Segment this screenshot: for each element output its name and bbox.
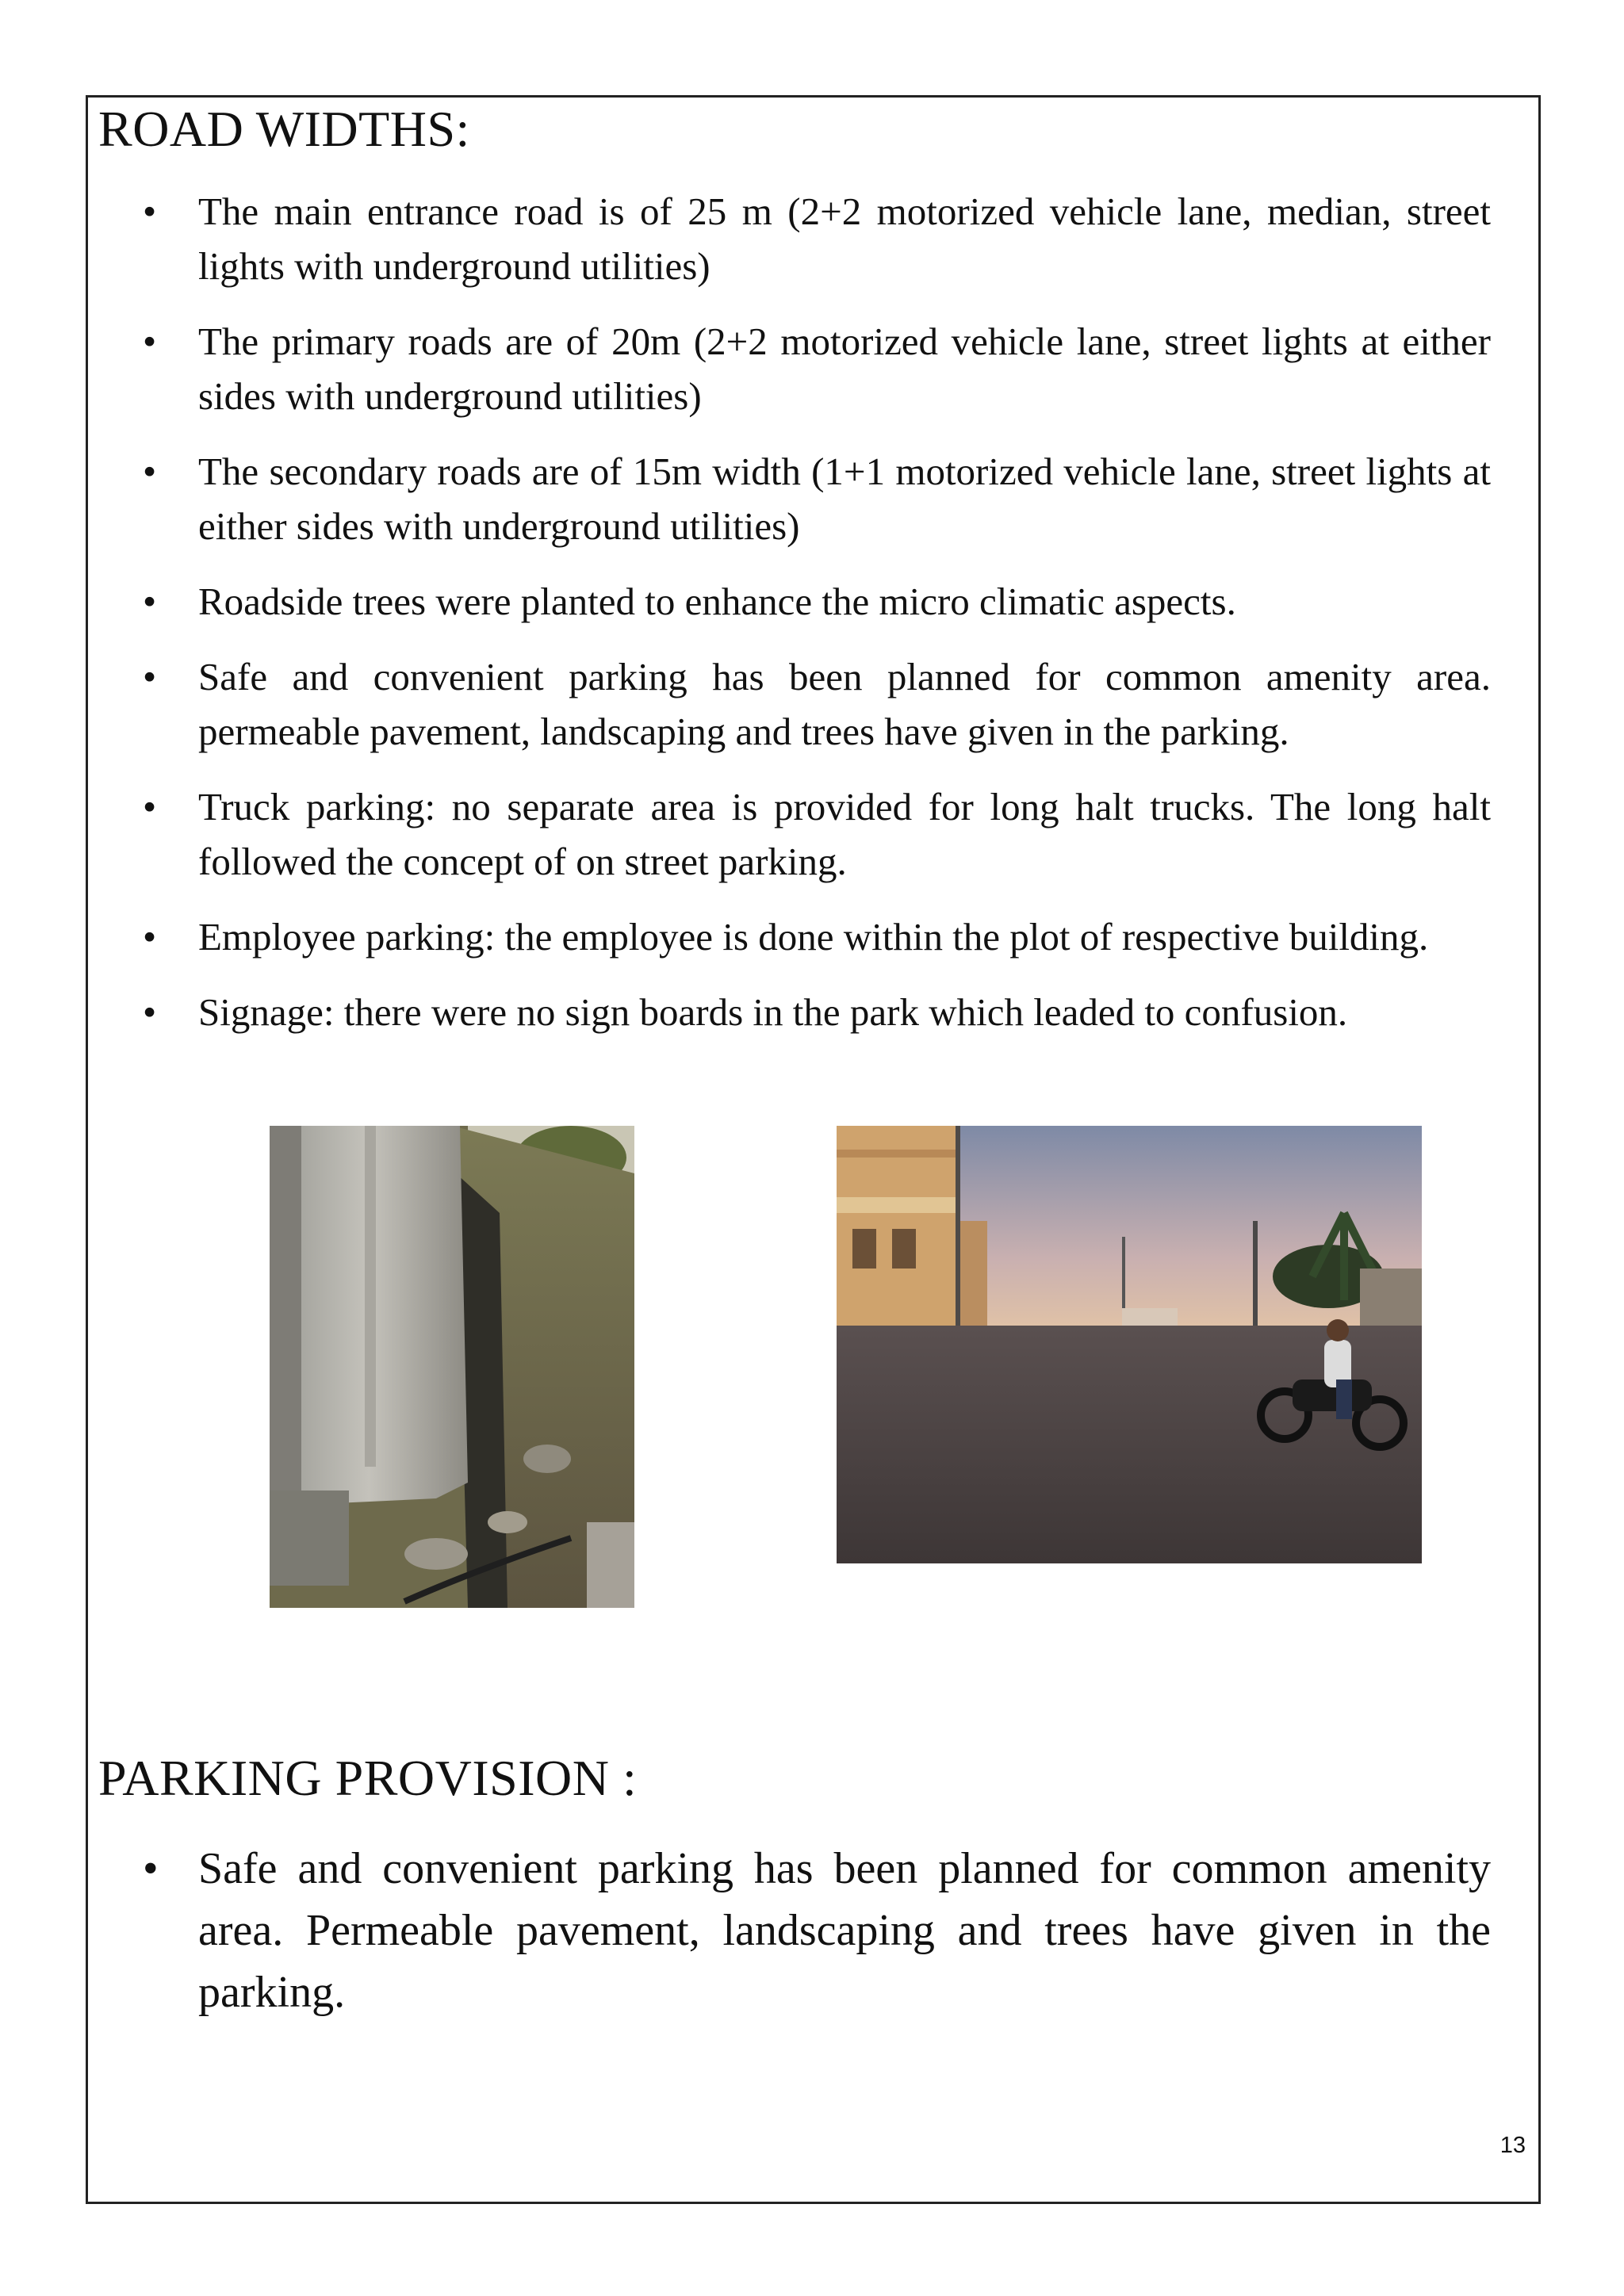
list-item: [143, 444, 1491, 553]
parking-provision-heading: PARKING PROVISION :: [98, 1750, 638, 1806]
drain-photo: [270, 1126, 634, 1608]
bullet-icon: •: [143, 450, 157, 493]
list-item: [143, 649, 1491, 759]
road-widths-list: [143, 184, 1491, 1060]
bullet-icon: •: [143, 580, 157, 623]
bullet-icon: •: [143, 990, 157, 1034]
list-item: [143, 184, 1491, 293]
road-photo: [837, 1126, 1422, 1563]
list-item: [143, 574, 1491, 629]
list-item: [143, 314, 1491, 423]
road-widths-heading: ROAD WIDTHS:: [98, 101, 470, 157]
page-number: 13: [1500, 2133, 1526, 2158]
road-photo-icon: [837, 1126, 1422, 1563]
bullet-icon: •: [143, 785, 157, 828]
list-item-text: Safe and convenient parking has been planned for common amenity area. Permeable pavement, landscaping and trees have given in the parking.: [198, 1844, 1491, 2017]
bullet-icon: •: [143, 189, 157, 233]
list-item-text: Employee parking: the employee is done within the plot of respective building.: [198, 915, 1429, 959]
list-item: [143, 985, 1491, 1039]
list-item: [143, 779, 1491, 889]
list-item-text: Roadside trees were planted to enhance the micro climatic aspects.: [198, 580, 1236, 623]
list-item: [143, 1838, 1491, 2023]
list-item-text: The main entrance road is of 25 m (2+2 motorized vehicle lane, median, street lights with underground utilities): [198, 189, 1491, 288]
list-item-text: Signage: there were no sign boards in the park which leaded to confusion.: [198, 990, 1348, 1034]
list-item-text: Safe and convenient parking has been planned for common amenity area. permeable pavement, landscaping and trees have given in the parking.: [198, 655, 1491, 753]
drain-photo-icon: [270, 1126, 634, 1608]
list-item-text: Truck parking: no separate area is provided for long halt trucks. The long halt followed the concept of on street parking.: [198, 785, 1491, 883]
bullet-icon: •: [143, 655, 157, 698]
list-item: [143, 909, 1491, 964]
bullet-icon: •: [143, 1844, 159, 1893]
bullet-icon: •: [143, 915, 157, 959]
parking-provision-list: [143, 1838, 1491, 2023]
list-item-text: The secondary roads are of 15m width (1+1 motorized vehicle lane, street lights at either sides with underground utilities): [198, 450, 1491, 548]
bullet-icon: •: [143, 320, 157, 363]
list-item-text: The primary roads are of 20m (2+2 motorized vehicle lane, street lights at either sides with underground utilities): [198, 320, 1491, 418]
